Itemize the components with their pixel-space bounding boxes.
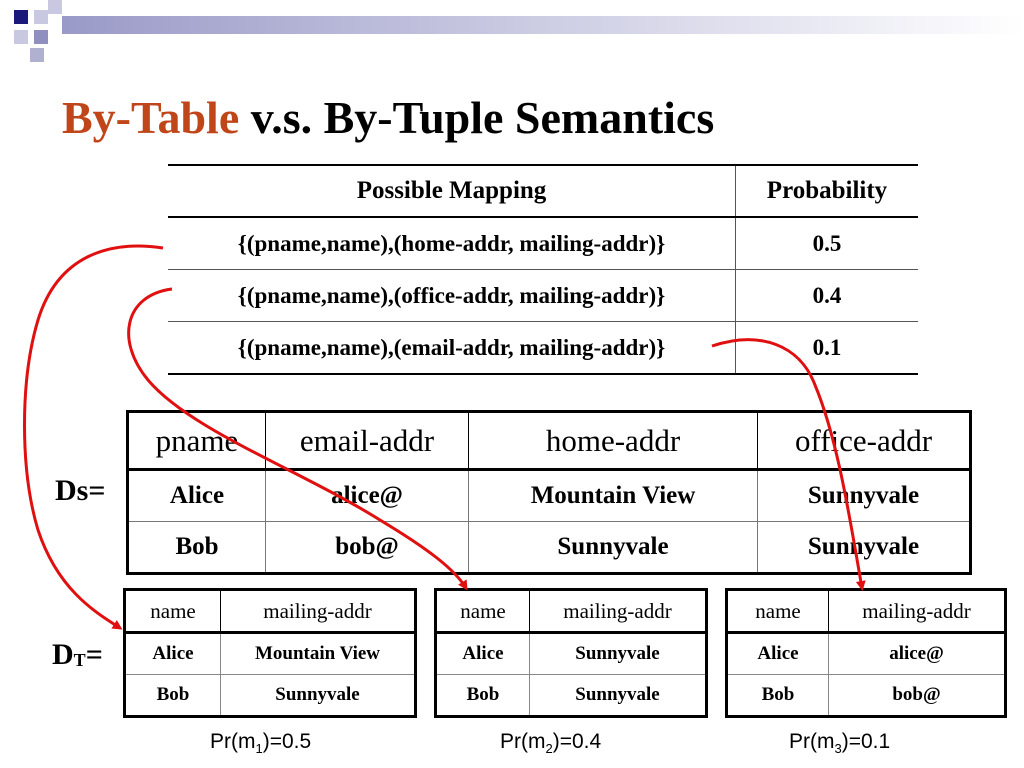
table-row — [168, 322, 918, 375]
probability-caption-3 — [789, 730, 890, 756]
prob-prefix: Pr(m — [789, 730, 835, 753]
probability-cell: 0.4 — [736, 270, 919, 322]
mapping-cell: {(pname,name),(home-addr, mailing-addr)} — [168, 217, 736, 270]
prob-suffix: )=0.5 — [262, 730, 312, 753]
header-mailing-addr: mailing-addr — [530, 590, 707, 633]
prob-sub: 1 — [255, 741, 263, 757]
table-cell: Mountain View — [221, 633, 416, 675]
header-name: name — [727, 590, 829, 633]
prob-sub: 2 — [545, 741, 553, 757]
source-label: Ds= — [55, 474, 106, 507]
mapping-table — [168, 164, 918, 375]
table-cell: Alice — [436, 633, 530, 675]
table-row — [128, 522, 971, 574]
table-cell: Sunnyvale — [469, 522, 758, 574]
header-mailing-addr: mailing-addr — [221, 590, 416, 633]
table-cell: bob@ — [829, 675, 1006, 717]
target-label-main: D — [52, 638, 74, 671]
target-label-end: = — [85, 638, 103, 671]
source-table — [126, 410, 972, 575]
header-probability: Probability — [736, 165, 919, 217]
header-pname: pname — [128, 412, 266, 470]
prob-sub: 3 — [834, 741, 842, 757]
prob-prefix: Pr(m — [210, 730, 256, 753]
table-row — [128, 470, 971, 522]
table-row — [125, 675, 416, 717]
table-cell: Sunnyvale — [530, 633, 707, 675]
target-label-sub: T — [73, 650, 86, 670]
mapping-cell: {(pname,name),(email-addr, mailing-addr)} — [168, 322, 736, 375]
table-cell: Mountain View — [469, 470, 758, 522]
table-cell: Bob — [727, 675, 829, 717]
table-row — [436, 675, 707, 717]
target-table-1 — [123, 588, 417, 718]
table-cell: Alice — [128, 470, 266, 522]
table-cell: Bob — [128, 522, 266, 574]
table-cell: Alice — [125, 633, 221, 675]
title-rest: v.s. By-Tuple Semantics — [239, 92, 715, 143]
header-email-addr: email-addr — [266, 412, 469, 470]
header-name: name — [436, 590, 530, 633]
table-cell: Sunnyvale — [758, 522, 971, 574]
table-row — [727, 675, 1006, 717]
header-office-addr: office-addr — [758, 412, 971, 470]
table-row — [168, 217, 918, 270]
prob-suffix: )=0.4 — [552, 730, 602, 753]
prob-prefix: Pr(m — [500, 730, 546, 753]
target-table-3 — [725, 588, 1007, 718]
target-label — [52, 638, 103, 672]
table-row — [168, 270, 918, 322]
header-possible-mapping: Possible Mapping — [168, 165, 736, 217]
table-cell: Sunnyvale — [221, 675, 416, 717]
table-cell: Sunnyvale — [530, 675, 707, 717]
table-cell: Alice — [727, 633, 829, 675]
mapping-cell: {(pname,name),(office-addr, mailing-addr)} — [168, 270, 736, 322]
table-row — [436, 633, 707, 675]
table-cell: alice@ — [266, 470, 469, 522]
header-mailing-addr: mailing-addr — [829, 590, 1006, 633]
header-name: name — [125, 590, 221, 633]
slide-title — [62, 92, 714, 144]
table-cell: alice@ — [829, 633, 1006, 675]
table-row — [727, 633, 1006, 675]
probability-cell: 0.5 — [736, 217, 919, 270]
probability-cell: 0.1 — [736, 322, 919, 375]
title-by-table: By-Table — [62, 92, 240, 143]
table-cell: Bob — [436, 675, 530, 717]
table-row — [125, 633, 416, 675]
header-home-addr: home-addr — [469, 412, 758, 470]
probability-caption-2 — [500, 730, 601, 756]
probability-caption-1 — [210, 730, 311, 756]
table-cell: Sunnyvale — [758, 470, 971, 522]
table-cell: bob@ — [266, 522, 469, 574]
table-cell: Bob — [125, 675, 221, 717]
target-table-2 — [434, 588, 708, 718]
prob-suffix: )=0.1 — [841, 730, 891, 753]
